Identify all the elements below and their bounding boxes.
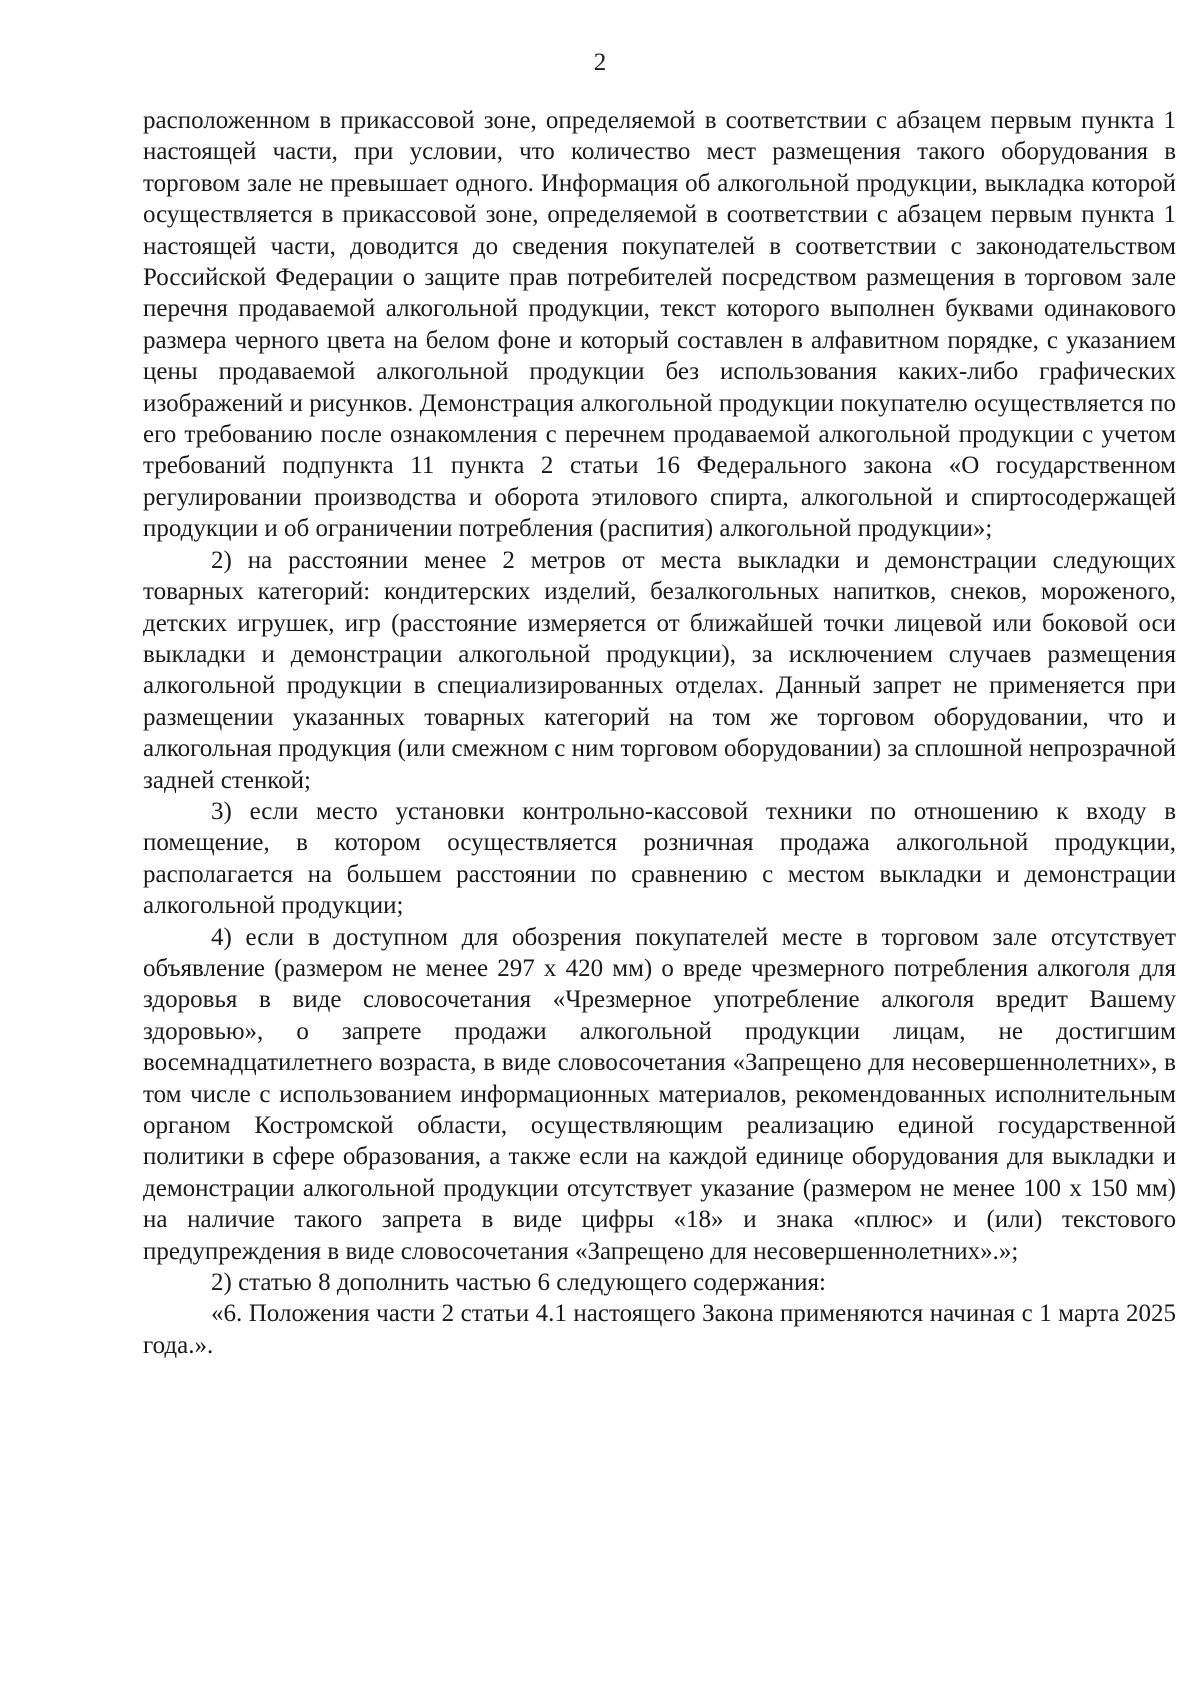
paragraph-part-6: «6. Положения части 2 статьи 4.1 настоящего Закона применяются начиная с 1 марта 2025 года.». xyxy=(143,1300,1176,1359)
paragraph-item-2: 2) на расстоянии менее 2 метров от места выкладки и демонстрации следующих товарных категорий: кондитерских изделий, безалкогольных напитков, снеков, мороженого, детских игрушек, игр (расстояние измеряется от ближайшей точки лицевой или боковой оси выкладки и демонстрации алкогольной продукции), за исключением случаев размещения алкогольной продукции в специализированных отделах. Данный запрет не применяется при размещении указанных товарных категорий на том же торговом оборудовании, что и алкогольная продукция (или смежном с ним торговом оборудовании) за сплошной непрозрачной задней стенкой; xyxy=(143,546,1176,794)
paragraph-item-4: 4) если в доступном для обозрения покупателей месте в торговом зале отсутствует объявление (размером не менее 297 х 420 мм) о вреде чрезмерного потребления алкоголя для здоровья в виде словосочетания «Чрезмерное употребление алкоголя вредит Вашему здоровью», о запрете продажи алкогольной продукции лицам, не достигшим восемнадцатилетнего возраста, в виде словосочетания «Запрещено для несовершеннолетних», в том числе с использованием информационных материалов, рекомендованных исполнительным органом Костромской области, осуществляющим реализацию единой государственной политики в сфере образования, а также если на каждой единице оборудования для выкладки и демонстрации алкогольной продукции отсутствует указание (размером не менее 100 х 150 мм) на наличие такого запрета в виде цифры «18» и знака «плюс» и (или) текстового предупреждения в виде словосочетания «Запрещено для несовершеннолетних».»; xyxy=(143,923,1176,1265)
page-number: 2 xyxy=(593,49,607,76)
document-body xyxy=(143,105,1176,1361)
paragraph-item-3: 3) если место установки контрольно-кассовой техники по отношению к входу в помещение, в котором осуществляется розничная продажа алкогольной продукции, располагается на большем расстоянии по сравнению с местом выкладки и демонстрации алкогольной продукции; xyxy=(143,797,1176,920)
paragraph-continuation: расположенном в прикассовой зоне, определяемой в соответствии с абзацем первым пункта 1 настоящей части, при условии, что количество мест размещения такого оборудования в торговом зале не превышает одного. Информация об алкогольной продукции, выкладка которой осуществляется в прикассовой зоне, определяемой в соответствии с абзацем первым пункта 1 настоящей части, доводится до сведения покупателей в соответствии с законодательством Российской Федерации о защите прав потребителей посредством размещения в торговом зале перечня продаваемой алкогольной продукции, текст которого выполнен буквами одинакового размера черного цвета на белом фоне и который составлен в алфавитном порядке, с указанием цены продаваемой алкогольной продукции без использования каких-либо графических изображений и рисунков. Демонстрация алкогольной продукции покупателю осуществляется по его требованию после ознакомления с перечнем продаваемой алкогольной продукции с учетом требований подпункта 11 пункта 2 статьи 16 Федерального закона «О государственном регулировании производства и оборота этилового спирта, алкогольной и спиртосодержащей продукции и об ограничении потребления (распития) алкогольной продукции»; xyxy=(143,107,1176,543)
paragraph-amendment-article-8: 2) статью 8 дополнить частью 6 следующего содержания: xyxy=(211,1269,826,1297)
